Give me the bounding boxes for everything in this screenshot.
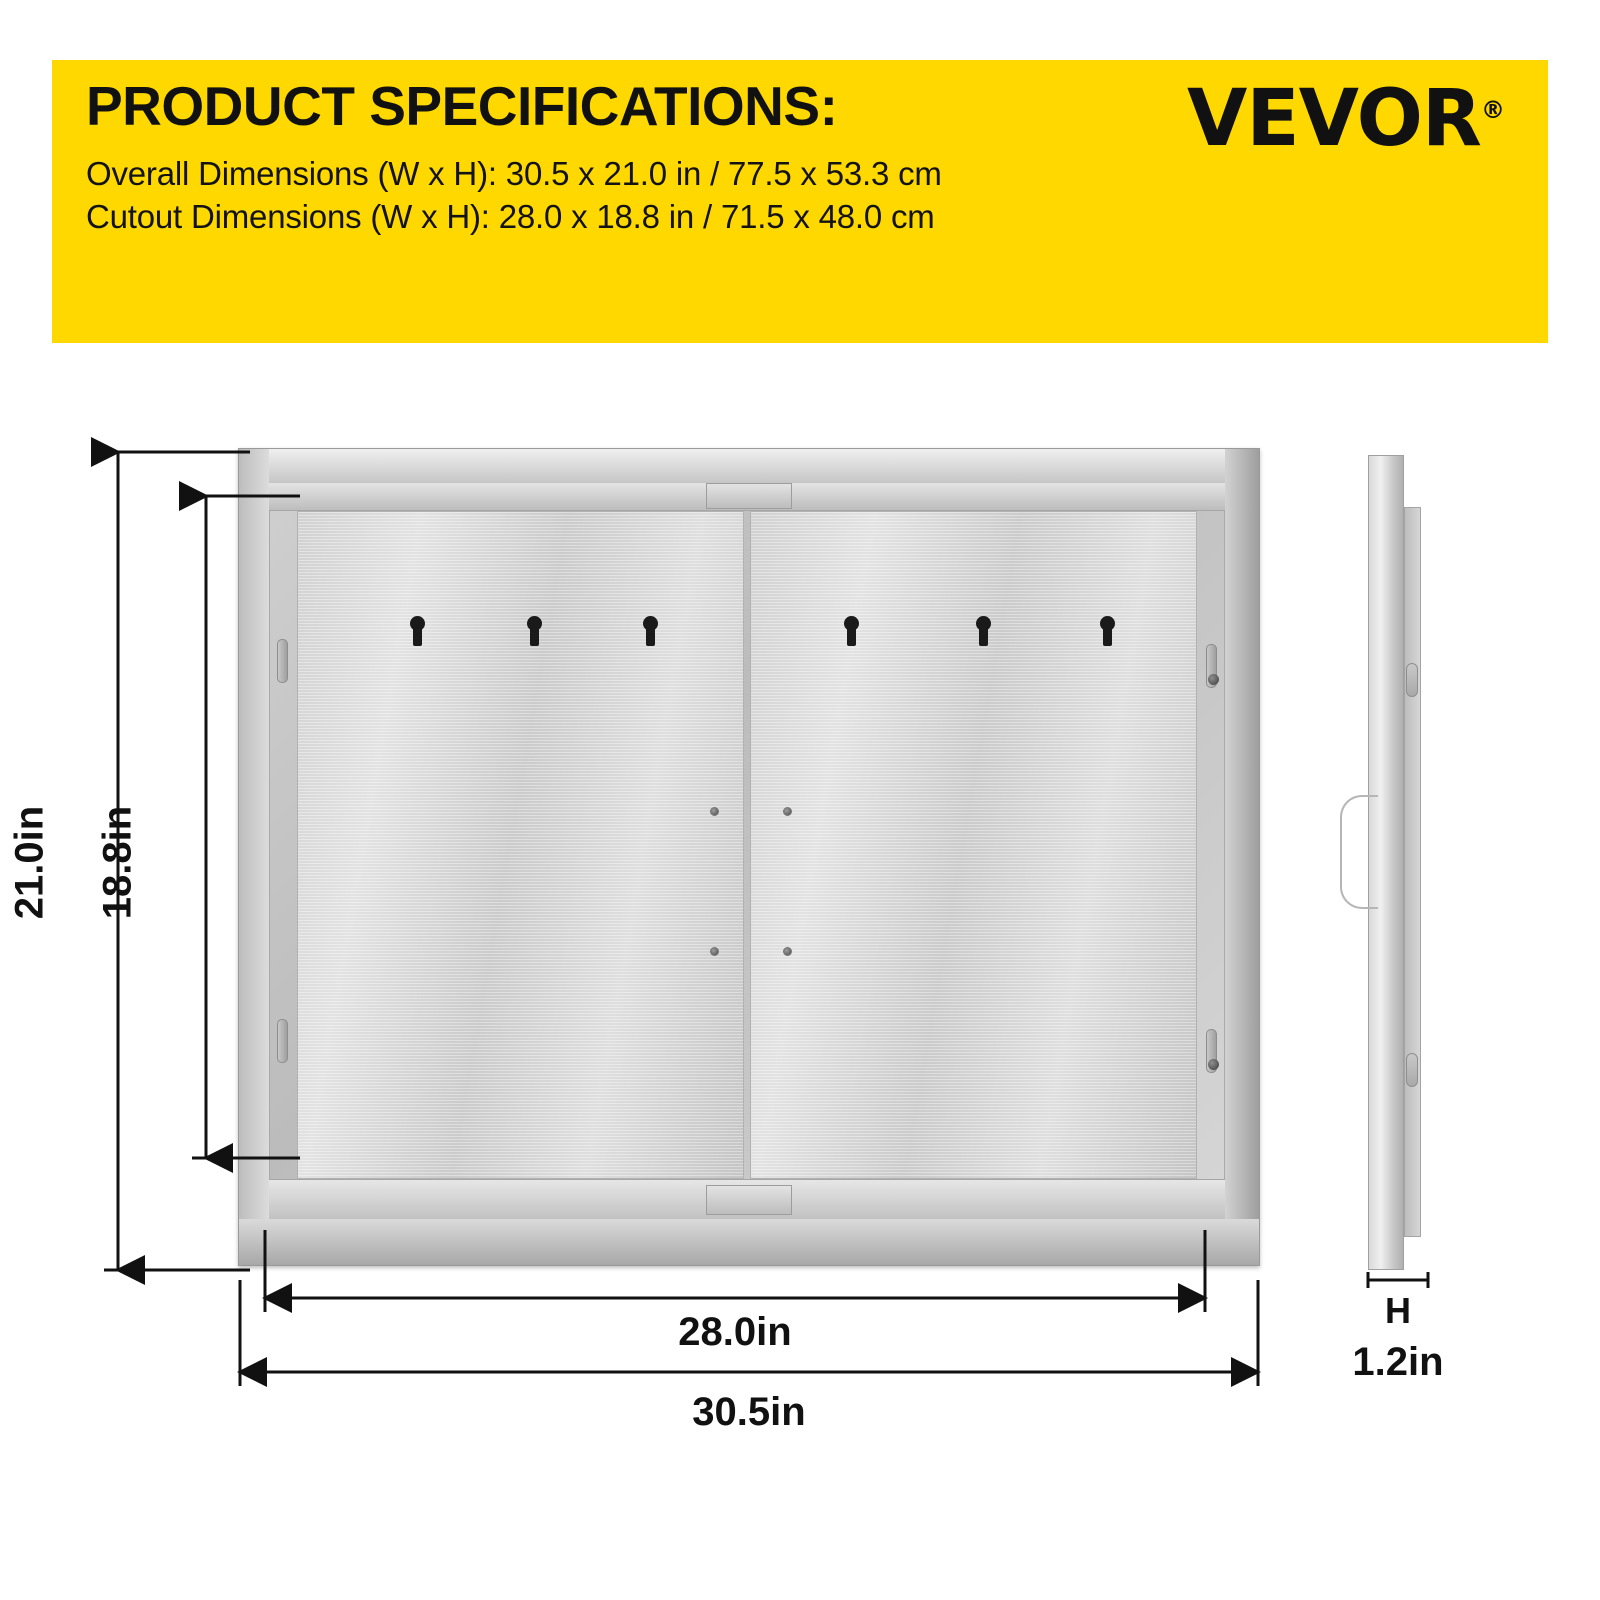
spec-cutout-dimensions: Cutout Dimensions (W x H): 28.0 x 18.8 in / 71.5 x 48.0 cm	[86, 198, 935, 236]
dimension-depth: 1.2in	[1352, 1340, 1444, 1384]
spec-list	[86, 152, 1514, 239]
dimension-depth-letter: H	[1385, 1290, 1411, 1331]
spec-overall-dimensions: Overall Dimensions (W x H): 30.5 x 21.0 in / 77.5 x 53.3 cm	[86, 154, 942, 192]
product-specifications-banner	[52, 60, 1548, 343]
vevor-logo	[1187, 74, 1504, 164]
banner-title: PRODUCT SPECIFICATIONS:	[86, 75, 838, 137]
brand-name: VEVOR	[1186, 74, 1481, 164]
dimension-cutout-height: 18.8in	[95, 805, 140, 920]
dimension-overall-width: 30.5in	[692, 1390, 806, 1434]
dimension-overall-height: 21.0in	[7, 805, 52, 920]
product-dimension-diagram	[0, 400, 1600, 1550]
dimension-cutout-width: 28.0in	[678, 1310, 792, 1354]
registered-trademark-icon: ®	[1481, 96, 1504, 124]
